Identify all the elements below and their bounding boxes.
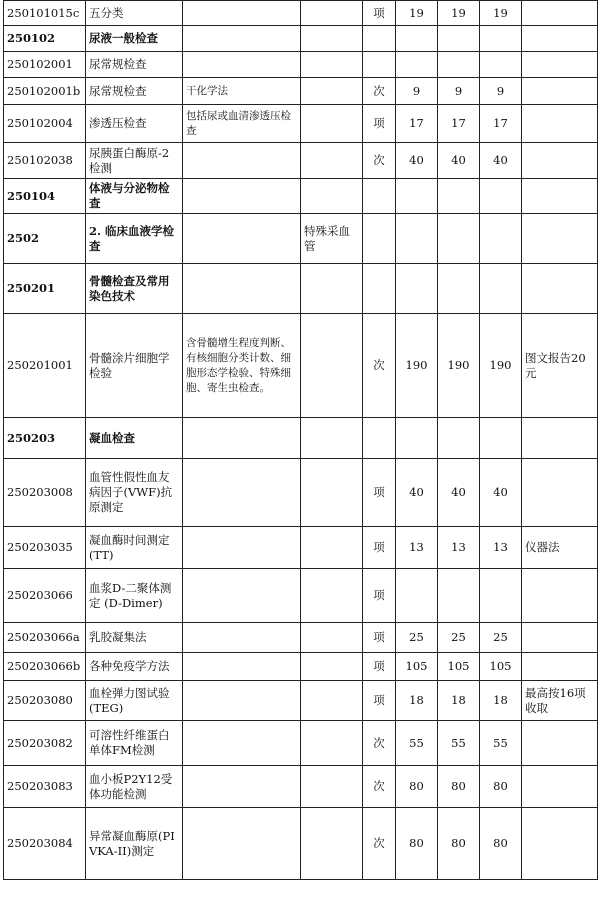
note-cell — [522, 26, 598, 52]
item-code-cell: 2502 — [4, 214, 86, 264]
item-name-cell: 尿胰蛋白酶原-2检测 — [86, 143, 183, 179]
table-row — [4, 766, 598, 808]
unit-cell: 项 — [363, 681, 396, 721]
item-name-cell: 乳胶凝集法 — [86, 623, 183, 653]
unit-cell — [363, 26, 396, 52]
price-level-3-cell — [480, 179, 522, 214]
price-level-2-cell: 80 — [438, 766, 480, 808]
unit-cell: 次 — [363, 808, 396, 880]
item-name-cell: 体液与分泌物检查 — [86, 179, 183, 214]
unit-cell: 次 — [363, 78, 396, 105]
price-level-2-cell: 105 — [438, 653, 480, 681]
table-row — [4, 653, 598, 681]
note-cell — [522, 214, 598, 264]
excluded-content-cell — [301, 314, 363, 418]
unit-cell — [363, 179, 396, 214]
item-code-cell: 250201001 — [4, 314, 86, 418]
price-level-2-cell: 18 — [438, 681, 480, 721]
item-name-cell: 2. 临床血液学检查 — [86, 214, 183, 264]
unit-cell: 项 — [363, 527, 396, 569]
price-level-1-cell: 18 — [396, 681, 438, 721]
table-row — [4, 105, 598, 143]
item-code-cell: 250102038 — [4, 143, 86, 179]
table-row — [4, 721, 598, 766]
price-level-1-cell: 13 — [396, 527, 438, 569]
item-code-cell: 250203008 — [4, 459, 86, 527]
excluded-content-cell — [301, 681, 363, 721]
category-row — [4, 214, 598, 264]
note-cell — [522, 721, 598, 766]
fee-schedule-table — [3, 0, 598, 880]
item-code-cell: 250201 — [4, 264, 86, 314]
table-row — [4, 459, 598, 527]
item-code-cell: 250203084 — [4, 808, 86, 880]
price-level-2-cell: 25 — [438, 623, 480, 653]
item-content-cell — [183, 569, 301, 623]
unit-cell: 项 — [363, 623, 396, 653]
item-code-cell: 250102001b — [4, 78, 86, 105]
item-code-cell: 250102 — [4, 26, 86, 52]
price-level-1-cell — [396, 26, 438, 52]
item-content-cell — [183, 214, 301, 264]
unit-cell — [363, 214, 396, 264]
unit-cell — [363, 264, 396, 314]
note-cell — [522, 52, 598, 78]
item-code-cell: 250203066a — [4, 623, 86, 653]
note-cell — [522, 459, 598, 527]
price-level-1-cell: 40 — [396, 459, 438, 527]
unit-cell: 项 — [363, 105, 396, 143]
price-level-1-cell: 9 — [396, 78, 438, 105]
price-level-2-cell: 9 — [438, 78, 480, 105]
item-name-cell: 渗透压检查 — [86, 105, 183, 143]
price-level-2-cell — [438, 26, 480, 52]
unit-cell: 项 — [363, 653, 396, 681]
price-level-2-cell — [438, 52, 480, 78]
item-content-cell — [183, 721, 301, 766]
item-content-cell — [183, 52, 301, 78]
category-row — [4, 26, 598, 52]
price-level-1-cell: 80 — [396, 808, 438, 880]
excluded-content-cell — [301, 264, 363, 314]
price-level-2-cell — [438, 214, 480, 264]
unit-cell: 次 — [363, 314, 396, 418]
item-code-cell: 250203035 — [4, 527, 86, 569]
item-name-cell: 骨髓检查及常用染色技术 — [86, 264, 183, 314]
note-cell: 图文报告20元 — [522, 314, 598, 418]
table-row — [4, 78, 598, 105]
item-content-cell — [183, 653, 301, 681]
item-name-cell: 五分类 — [86, 1, 183, 26]
price-level-3-cell: 190 — [480, 314, 522, 418]
category-row — [4, 418, 598, 459]
item-name-cell: 血小板P2Y12受体功能检测 — [86, 766, 183, 808]
item-name-cell: 各种免疫学方法 — [86, 653, 183, 681]
unit-cell — [363, 418, 396, 459]
price-level-1-cell: 80 — [396, 766, 438, 808]
price-level-2-cell: 19 — [438, 1, 480, 26]
table-row — [4, 681, 598, 721]
price-level-1-cell — [396, 264, 438, 314]
excluded-content-cell — [301, 653, 363, 681]
item-name-cell: 可溶性纤维蛋白单体FM检测 — [86, 721, 183, 766]
price-level-2-cell: 40 — [438, 143, 480, 179]
item-code-cell: 250203 — [4, 418, 86, 459]
note-cell — [522, 264, 598, 314]
unit-cell: 次 — [363, 143, 396, 179]
item-content-cell — [183, 527, 301, 569]
price-level-3-cell: 25 — [480, 623, 522, 653]
note-cell — [522, 1, 598, 26]
price-level-2-cell — [438, 418, 480, 459]
price-level-2-cell: 80 — [438, 808, 480, 880]
excluded-content-cell — [301, 105, 363, 143]
item-name-cell: 凝血酶时间测定(TT) — [86, 527, 183, 569]
price-level-1-cell: 25 — [396, 623, 438, 653]
note-cell: 最高按16项收取 — [522, 681, 598, 721]
item-content-cell: 干化学法 — [183, 78, 301, 105]
price-level-1-cell: 19 — [396, 1, 438, 26]
note-cell — [522, 105, 598, 143]
table-row — [4, 52, 598, 78]
item-code-cell: 250203083 — [4, 766, 86, 808]
item-name-cell: 凝血检查 — [86, 418, 183, 459]
note-cell — [522, 653, 598, 681]
price-level-3-cell: 9 — [480, 78, 522, 105]
table-row — [4, 1, 598, 26]
item-content-cell — [183, 26, 301, 52]
item-code-cell: 250203066 — [4, 569, 86, 623]
item-content-cell — [183, 808, 301, 880]
unit-cell: 项 — [363, 569, 396, 623]
unit-cell: 项 — [363, 459, 396, 527]
price-level-1-cell: 55 — [396, 721, 438, 766]
excluded-content-cell — [301, 721, 363, 766]
note-cell — [522, 766, 598, 808]
price-level-3-cell: 40 — [480, 459, 522, 527]
item-name-cell: 血浆D-二聚体测定 (D-Dimer) — [86, 569, 183, 623]
table-row — [4, 143, 598, 179]
item-content-cell — [183, 143, 301, 179]
table-row — [4, 808, 598, 880]
item-code-cell: 250203066b — [4, 653, 86, 681]
price-level-1-cell: 190 — [396, 314, 438, 418]
item-content-cell — [183, 418, 301, 459]
unit-cell: 项 — [363, 1, 396, 26]
note-cell — [522, 808, 598, 880]
table-row — [4, 527, 598, 569]
excluded-content-cell — [301, 808, 363, 880]
price-level-3-cell: 40 — [480, 143, 522, 179]
price-level-3-cell: 13 — [480, 527, 522, 569]
price-level-3-cell — [480, 26, 522, 52]
price-level-2-cell: 190 — [438, 314, 480, 418]
excluded-content-cell — [301, 52, 363, 78]
excluded-content-cell — [301, 527, 363, 569]
item-content-cell — [183, 1, 301, 26]
price-level-3-cell — [480, 264, 522, 314]
note-cell — [522, 143, 598, 179]
note-cell — [522, 569, 598, 623]
item-code-cell: 250102001 — [4, 52, 86, 78]
item-name-cell: 血管性假性血友病因子(VWF)抗原测定 — [86, 459, 183, 527]
price-level-1-cell — [396, 214, 438, 264]
item-content-cell — [183, 681, 301, 721]
price-level-2-cell: 40 — [438, 459, 480, 527]
table-row — [4, 623, 598, 653]
item-name-cell: 尿液一般检查 — [86, 26, 183, 52]
item-code-cell: 250203082 — [4, 721, 86, 766]
price-level-3-cell — [480, 52, 522, 78]
excluded-content-cell — [301, 179, 363, 214]
item-content-cell — [183, 623, 301, 653]
item-name-cell: 血栓弹力图试验(TEG) — [86, 681, 183, 721]
price-level-3-cell: 105 — [480, 653, 522, 681]
price-level-1-cell: 40 — [396, 143, 438, 179]
price-level-1-cell: 17 — [396, 105, 438, 143]
note-cell — [522, 623, 598, 653]
note-cell — [522, 418, 598, 459]
table-row — [4, 569, 598, 623]
unit-cell — [363, 52, 396, 78]
excluded-content-cell — [301, 418, 363, 459]
excluded-content-cell — [301, 459, 363, 527]
price-level-3-cell — [480, 418, 522, 459]
price-level-1-cell — [396, 569, 438, 623]
table-row — [4, 314, 598, 418]
excluded-content-cell — [301, 26, 363, 52]
item-name-cell: 异常凝血酶原(PIVKA-II)测定 — [86, 808, 183, 880]
item-code-cell: 250203080 — [4, 681, 86, 721]
excluded-content-cell — [301, 143, 363, 179]
price-level-2-cell: 55 — [438, 721, 480, 766]
item-content-cell: 包括尿或血清渗透压检查 — [183, 105, 301, 143]
price-level-1-cell: 105 — [396, 653, 438, 681]
excluded-content-cell — [301, 623, 363, 653]
price-level-3-cell: 18 — [480, 681, 522, 721]
price-level-3-cell: 55 — [480, 721, 522, 766]
item-code-cell: 250101015c — [4, 1, 86, 26]
price-level-3-cell — [480, 569, 522, 623]
price-level-2-cell — [438, 264, 480, 314]
price-level-1-cell — [396, 52, 438, 78]
item-code-cell: 250102004 — [4, 105, 86, 143]
excluded-content-cell — [301, 766, 363, 808]
price-level-3-cell: 80 — [480, 766, 522, 808]
note-cell — [522, 179, 598, 214]
price-level-2-cell: 17 — [438, 105, 480, 143]
price-level-2-cell: 13 — [438, 527, 480, 569]
item-content-cell — [183, 459, 301, 527]
excluded-content-cell: 特殊采血管 — [301, 214, 363, 264]
excluded-content-cell — [301, 569, 363, 623]
price-level-3-cell: 19 — [480, 1, 522, 26]
price-level-1-cell — [396, 418, 438, 459]
price-level-2-cell — [438, 179, 480, 214]
price-level-3-cell — [480, 214, 522, 264]
item-code-cell: 250104 — [4, 179, 86, 214]
price-level-3-cell: 80 — [480, 808, 522, 880]
item-name-cell: 骨髓涂片细胞学检验 — [86, 314, 183, 418]
note-cell — [522, 78, 598, 105]
note-cell: 仪器法 — [522, 527, 598, 569]
category-row — [4, 179, 598, 214]
item-name-cell: 尿常规检查 — [86, 78, 183, 105]
price-level-3-cell: 17 — [480, 105, 522, 143]
price-level-1-cell — [396, 179, 438, 214]
table-body — [4, 1, 598, 880]
item-content-cell — [183, 766, 301, 808]
excluded-content-cell — [301, 1, 363, 26]
item-content-cell: 含骨髓增生程度判断、有核细胞分类计数、细胞形态学检验、特殊细胞、寄生虫检查。 — [183, 314, 301, 418]
unit-cell: 次 — [363, 721, 396, 766]
item-name-cell: 尿常规检查 — [86, 52, 183, 78]
category-row — [4, 264, 598, 314]
item-content-cell — [183, 179, 301, 214]
price-level-2-cell — [438, 569, 480, 623]
excluded-content-cell — [301, 78, 363, 105]
item-content-cell — [183, 264, 301, 314]
unit-cell: 次 — [363, 766, 396, 808]
